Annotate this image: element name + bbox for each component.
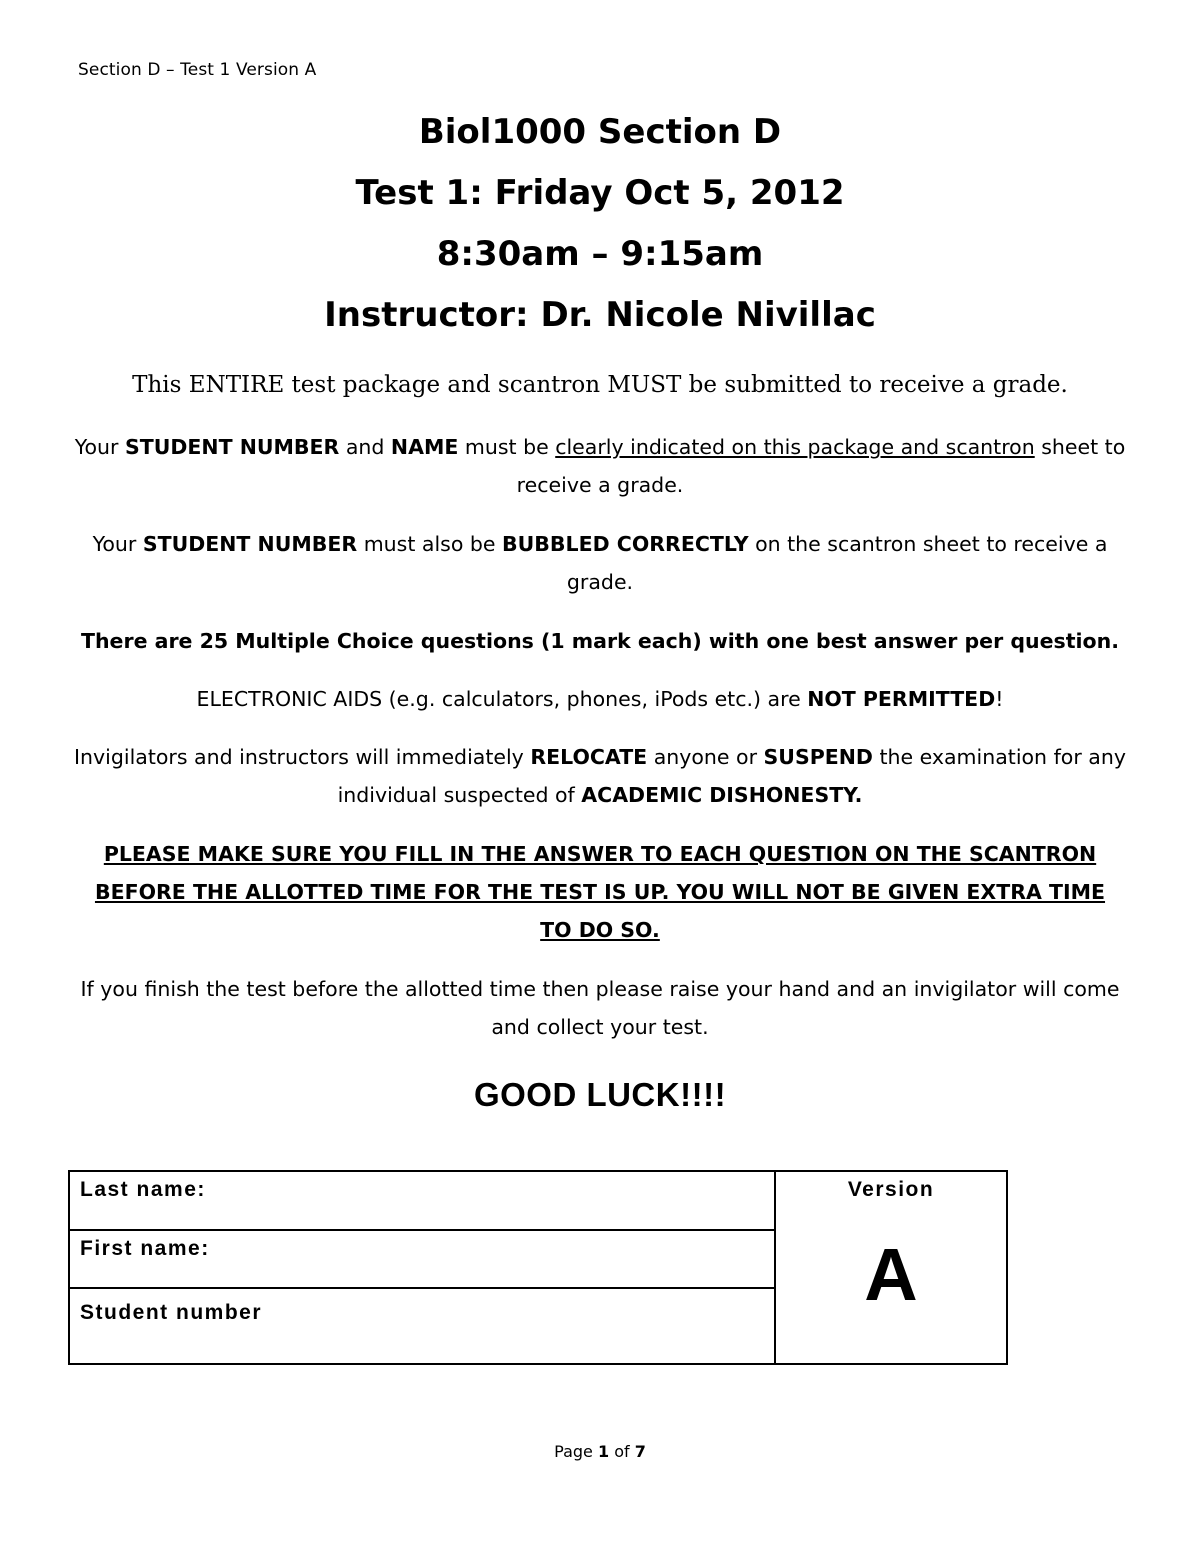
of-word: of [609, 1442, 635, 1461]
page-footer [0, 1442, 1200, 1461]
text-span: Your [74, 435, 125, 459]
emphasis-bubbled: BUBBLED CORRECTLY [502, 532, 749, 556]
page-total: 7 [634, 1442, 646, 1461]
test-time: 8:30am – 9:15am [436, 234, 764, 274]
text-span: must also be [357, 532, 503, 556]
version-letter: A [864, 1233, 918, 1316]
student-number-label: Student number [80, 1301, 262, 1325]
text-span: and [339, 435, 391, 459]
emphasis-name: NAME [390, 435, 459, 459]
text-span: ! [995, 687, 1004, 711]
last-name-label: Last name: [80, 1178, 206, 1201]
electronic-aids-notice [70, 680, 1130, 718]
bubble-instruction [70, 525, 1130, 601]
first-name-field[interactable] [69, 1230, 775, 1289]
good-luck-message: GOOD LUCK!!!! [473, 1076, 727, 1113]
name-instruction [70, 428, 1130, 504]
version-label: Version [847, 1178, 935, 1201]
running-header: Section D – Test 1 Version A [78, 60, 317, 80]
page-current: 1 [597, 1442, 610, 1461]
submission-notice: This ENTIRE test package and scantron MUST be submitted to receive a grade. [132, 372, 1068, 398]
emphasis-relocate: RELOCATE [530, 745, 648, 769]
emphasis-student-number: STUDENT NUMBER [142, 532, 358, 556]
question-count-notice: There are 25 Multiple Choice questions (1 mark each) with one best answer per question. [80, 629, 1119, 653]
version-cell [775, 1171, 1007, 1364]
instructor-name: Instructor: Dr. Nicole Nivillac [324, 295, 876, 335]
dishonesty-notice [70, 738, 1130, 814]
emphasis-student-number: STUDENT NUMBER [125, 435, 340, 459]
course-title: Biol1000 Section D [418, 112, 782, 152]
text-span: ELECTRONIC AIDS (e.g. calculators, phones, iPods etc.) are [196, 687, 808, 711]
underlined-text: clearly indicated on this package and scantron [555, 435, 1035, 459]
scantron-warning: PLEASE MAKE SURE YOU FILL IN THE ANSWER TO EACH QUESTION ON THE SCANTRON BEFORE THE ALLOTTED TIME FOR THE TEST IS UP. YOU WILL NOT BE GIVEN EXTRA TIME TO DO SO. [94, 842, 1106, 942]
student-info-table [68, 1170, 1008, 1365]
finish-instruction: If you finish the test before the allotted time then please raise your hand and an invigilator will come and collect your test. [80, 977, 1120, 1039]
first-name-label: First name: [80, 1236, 210, 1260]
emphasis-academic-dishonesty: ACADEMIC DISHONESTY. [581, 783, 863, 807]
text-span: anyone or [647, 745, 764, 769]
text-span: must be [458, 435, 556, 459]
student-number-field[interactable] [69, 1288, 775, 1364]
text-span: Your [92, 532, 143, 556]
text-span: sheet to receive a grade. [516, 435, 1126, 497]
emphasis-not-permitted: NOT PERMITTED [807, 687, 996, 711]
page-word: Page [554, 1442, 598, 1461]
last-name-field[interactable] [69, 1171, 775, 1230]
text-span: the examination for any individual suspected of [337, 745, 1126, 807]
test-date: Test 1: Friday Oct 5, 2012 [355, 173, 845, 213]
text-span: on the scantron sheet to receive a grade. [566, 532, 1108, 594]
text-span: Invigilators and instructors will immediately [74, 745, 531, 769]
emphasis-suspend: SUSPEND [763, 745, 873, 769]
